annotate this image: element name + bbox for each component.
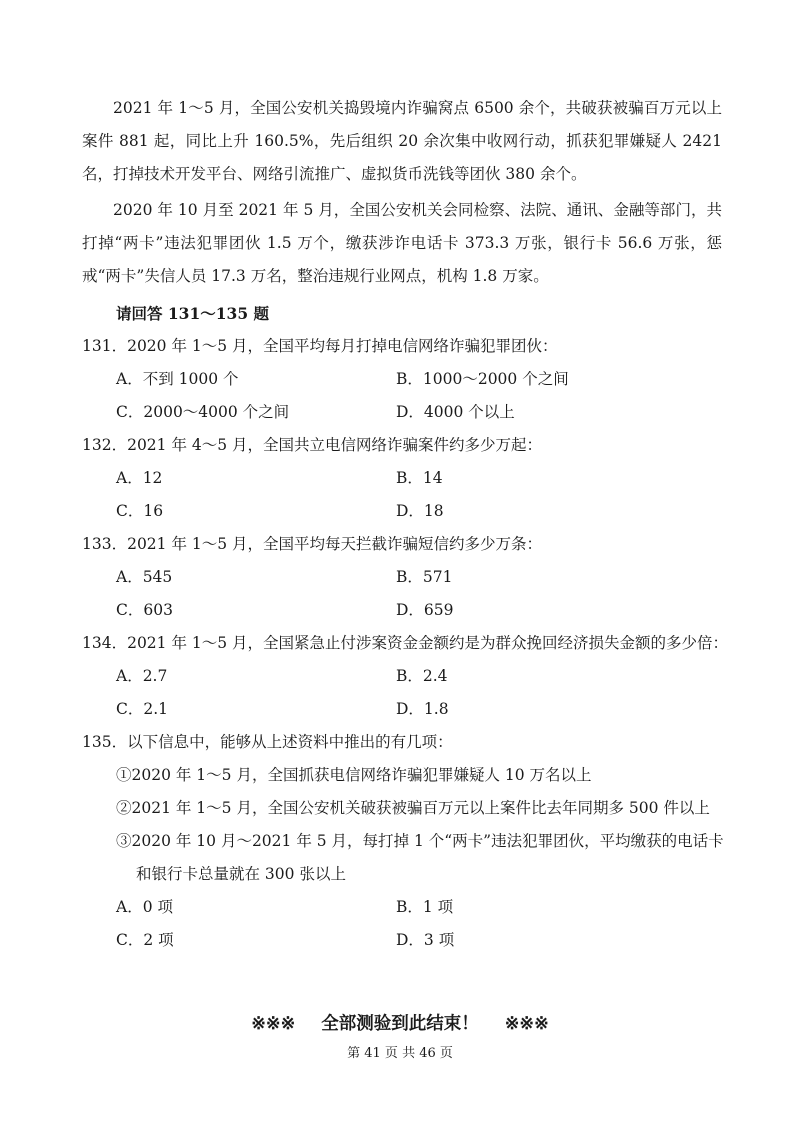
question-stem: 133．2021 年 1～5 月，全国平均每天拦截诈骗短信约多少万条： xyxy=(82,535,543,553)
passage-paragraph-2: 2020 年 10 月至 2021 年 5 月，全国公安机关会同检察、法院、通讯、金融等部门，共打掉“两卡”违法犯罪团伙 1.5 万个，缴获涉诈电话卡 373.3 万张，银行卡 56.6 万张，惩戒“两卡”失信人员 17.3 万名，整治违规行业网点，机构 1.8 万家。 xyxy=(82,201,722,285)
question-stem: 134．2021 年 1～5 月，全国紧急止付涉案资金金额约是为群众挽回经济损失金额的多少倍： xyxy=(82,634,729,652)
option-d[interactable]: D．1.8 xyxy=(396,700,449,718)
option-c[interactable]: C．2000～4000 个之间 xyxy=(116,403,290,421)
statement-2: ②2021 年 1～5 月，全国公安机关破获被骗百万元以上案件比去年同期多 500 件以上 xyxy=(116,799,710,817)
question-132 xyxy=(82,429,732,528)
option-c[interactable]: C．2 项 xyxy=(116,931,174,949)
statement-list xyxy=(82,759,732,891)
decorative-symbols-left: ※※※ xyxy=(251,1014,296,1034)
question-stem: 131．2020 年 1～5 月，全国平均每月打掉电信网络诈骗犯罪团伙： xyxy=(82,337,558,355)
question-stem: 132．2021 年 4～5 月，全国共立电信网络诈骗案件约多少万起： xyxy=(82,436,543,454)
passage-paragraph-1: 2021 年 1～5 月，全国公安机关捣毁境内诈骗窝点 6500 余个，共破获被骗百万元以上案件 881 起，同比上升 160.5%，先后组织 20 余次集中收网行动，抓获犯罪嫌疑人 2421 名，打掉技术开发平台、网络引流推广、虚拟货币洗钱等团伙 380 余个。 xyxy=(82,99,722,183)
option-a[interactable]: A．545 xyxy=(116,568,173,586)
option-c[interactable]: C．603 xyxy=(116,601,173,619)
option-c[interactable]: C．16 xyxy=(116,502,164,520)
option-d[interactable]: D．3 项 xyxy=(396,931,455,949)
option-a[interactable]: A．不到 1000 个 xyxy=(116,370,239,388)
decorative-symbols-right: ※※※ xyxy=(504,1014,549,1034)
option-c[interactable]: C．2.1 xyxy=(116,700,169,718)
option-b[interactable]: B．2.4 xyxy=(396,667,448,685)
option-list xyxy=(82,363,732,429)
option-a[interactable]: A．12 xyxy=(116,469,163,487)
option-a[interactable]: A．0 项 xyxy=(116,898,173,916)
option-b[interactable]: B．1 项 xyxy=(396,898,454,916)
statement-1: ①2020 年 1～5 月，全国抓获电信网络诈骗犯罪嫌疑人 10 万名以上 xyxy=(116,766,592,784)
question-list xyxy=(82,330,732,957)
option-a[interactable]: A．2.7 xyxy=(116,667,168,685)
option-b[interactable]: B．1000～2000 个之间 xyxy=(396,370,569,388)
option-b[interactable]: B．571 xyxy=(396,568,453,586)
option-list xyxy=(82,660,732,726)
option-list xyxy=(82,561,732,627)
question-135 xyxy=(82,726,732,957)
option-list xyxy=(82,462,732,528)
option-b[interactable]: B．14 xyxy=(396,469,443,487)
option-list xyxy=(82,891,732,957)
question-instruction: 请回答 131～135 题 xyxy=(116,304,270,323)
option-d[interactable]: D．18 xyxy=(396,502,444,520)
question-133 xyxy=(82,528,732,627)
option-d[interactable]: D．4000 个以上 xyxy=(396,403,515,421)
statement-3: ③2020 年 10 月～2021 年 5 月，每打掉 1 个“两卡”违法犯罪团伙，平均缴获的电话卡和银行卡总量就在 300 张以上 xyxy=(116,832,724,883)
question-131 xyxy=(82,330,732,429)
page-number-footer: 第 41 页 共 46 页 xyxy=(347,1046,453,1061)
end-notice-text: 全部测验到此结束！ xyxy=(321,1014,479,1034)
question-134 xyxy=(82,627,732,726)
option-d[interactable]: D．659 xyxy=(396,601,454,619)
end-of-test-notice xyxy=(0,1009,800,1039)
question-stem: 135．以下信息中，能够从上述资料中推出的有几项： xyxy=(82,733,453,751)
